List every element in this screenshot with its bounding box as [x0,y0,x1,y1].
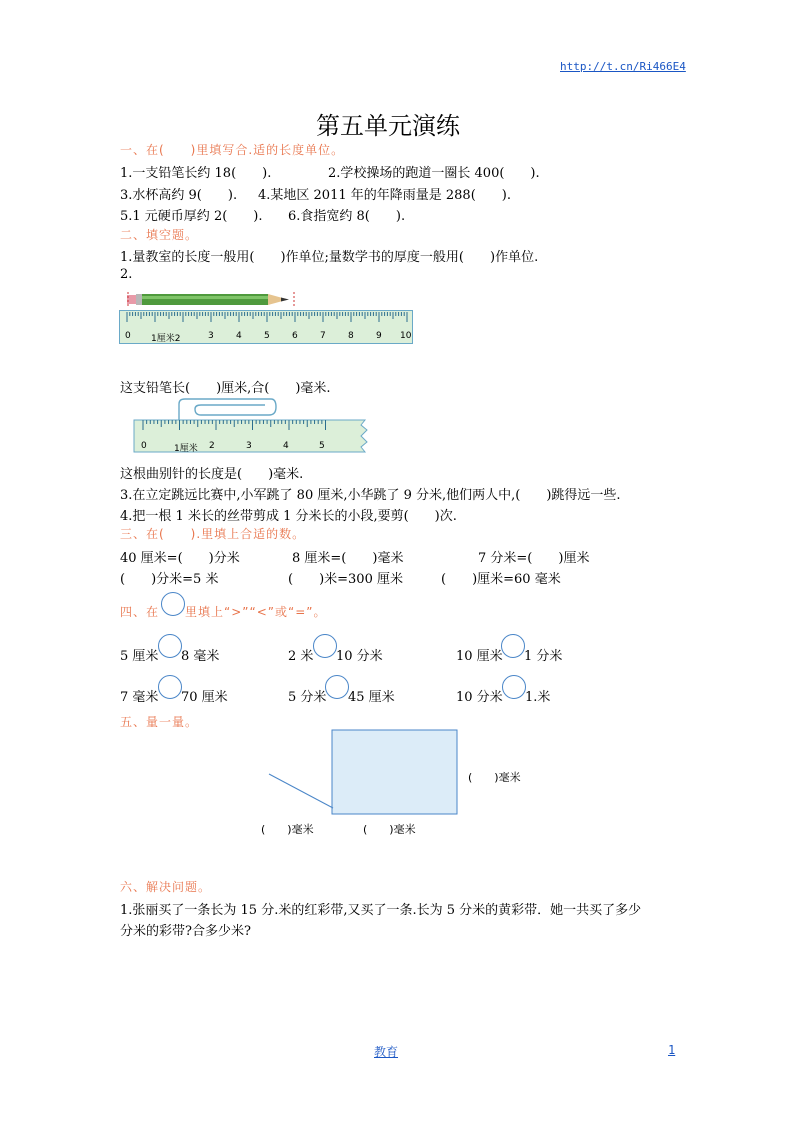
pencil-image [126,290,296,308]
ruler1-label: 8 [348,331,354,341]
section4-heading-pre: 四、在 [120,605,160,619]
sec2-q3: 3.在立定跳远比赛中,小军跳了 80 厘米,小华跳了 9 分米,他们两人中,( )跳得远一些. [120,488,621,503]
section4-heading-post: 里填上“>”“<”或“=”。 [185,605,327,619]
ruler2-label: 1厘米 [174,444,198,454]
footer-link[interactable]: 教育 [374,1045,399,1059]
ruler1-label: 0 [125,331,131,341]
section6-heading: 六、解决问题。 [120,880,212,894]
sec3-r2c1: ( )分米=5 米 [120,572,219,587]
sec4-r2c1a: 7 毫米 [120,690,159,705]
section1-heading: 一、在( )里填写合.适的长度单位。 [120,143,345,157]
answer-circle[interactable] [501,634,525,658]
page-number[interactable]: 1 [668,1043,676,1057]
ruler2-label: 2 [209,441,215,451]
answer-circle[interactable] [325,675,349,699]
sec3-r2c2: ( )米=300 厘米 [288,572,403,587]
answer-circle[interactable] [158,634,182,658]
ruler2-label: 0 [141,441,147,451]
section5-heading: 五、量一量。 [120,715,199,729]
sec4-r1c1a: 5 厘米 [120,649,159,664]
ruler1-label: 10 [400,331,412,341]
sec4-r2c2b: 45 厘米 [348,690,395,705]
ruler1-label: 3 [208,331,214,341]
page-title: 第五单元演练 [316,112,460,140]
sec4-r2c3a: 10 分米 [456,690,503,705]
sec4-r1c3b: 1 分米 [524,649,563,664]
ruler2-label: 5 [319,441,325,451]
sec1-q5: 5.1 元硬币厚约 2( ). [120,209,263,224]
sec2-q2-label: 2. [120,267,133,282]
ruler1-label: 9 [376,331,382,341]
ruler1-label: 7 [320,331,326,341]
sec1-q1: 1.一支铅笔长约 18( ). [120,166,272,181]
sec1-q3: 3.水杯高约 9( ). [120,188,238,203]
sec4-r1c2a: 2 米 [288,649,314,664]
sec5-ans-mid: ( )毫米 [363,823,416,836]
pin-answer: 这根曲别针的长度是( )毫米. [120,467,304,482]
ruler1-label: 6 [292,331,298,341]
ruler1-label: 1厘米2 [151,334,181,344]
sec4-r1c2b: 10 分米 [336,649,383,664]
ruler2-label: 4 [283,441,289,451]
sec6-q1-line2: 分米的彩带?合多少米? [120,924,251,939]
ruler2-label: 3 [246,441,252,451]
sec3-r1c1: 40 厘米=( )分米 [120,551,240,566]
sec5-ans-right: ( )毫米 [468,771,521,784]
measure-figure [265,728,465,816]
compare-circle-icon [161,592,185,616]
source-url-link[interactable]: http://t.cn/Ri466E4 [560,60,686,73]
sec5-ans-left: ( )毫米 [261,823,314,836]
sec4-r1c1b: 8 毫米 [181,649,220,664]
sec6-q1-line1: 1.张丽买了一条长为 15 分.米的红彩带,又买了一条.长为 5 分米的黄彩带．她一共买了多少 [120,903,642,918]
answer-circle[interactable] [313,634,337,658]
sec4-r2c1b: 70 厘米 [181,690,228,705]
sec1-q2: 2.学校操场的跑道一圈长 400( ). [328,166,540,181]
answer-circle[interactable] [502,675,526,699]
sec3-r1c2: 8 厘米=( )毫米 [292,551,404,566]
sec3-r2c3: ( )厘米=60 毫米 [441,572,561,587]
sec1-q4: 4.某地区 2011 年的年降雨量是 288( ). [258,188,511,203]
sec2-q4: 4.把一根 1 米长的丝带剪成 1 分米长的小段,要剪( )次. [120,509,457,524]
section2-heading: 二、填空题。 [120,228,199,242]
sec4-r2c2a: 5 分米 [288,690,327,705]
sec4-r1c3a: 10 厘米 [456,649,503,664]
sec1-q6: 6.食指宽约 8( ). [288,209,406,224]
sec2-q1: 1.量教室的长度一般用( )作单位;量数学书的厚度一般用( )作单位. [120,250,539,265]
section3-heading: 三、在( ).里填上合适的数。 [120,527,306,541]
ruler1-label: 5 [264,331,270,341]
ruler-2 [133,419,373,453]
ruler1-label: 4 [236,331,242,341]
sec4-r2c3b: 1.米 [525,690,551,705]
ruler-1 [119,310,413,344]
pencil-answer: 这支铅笔长( )厘米,合( )毫米. [120,381,331,396]
sec3-r1c3: 7 分米=( )厘米 [478,551,590,566]
answer-circle[interactable] [158,675,182,699]
